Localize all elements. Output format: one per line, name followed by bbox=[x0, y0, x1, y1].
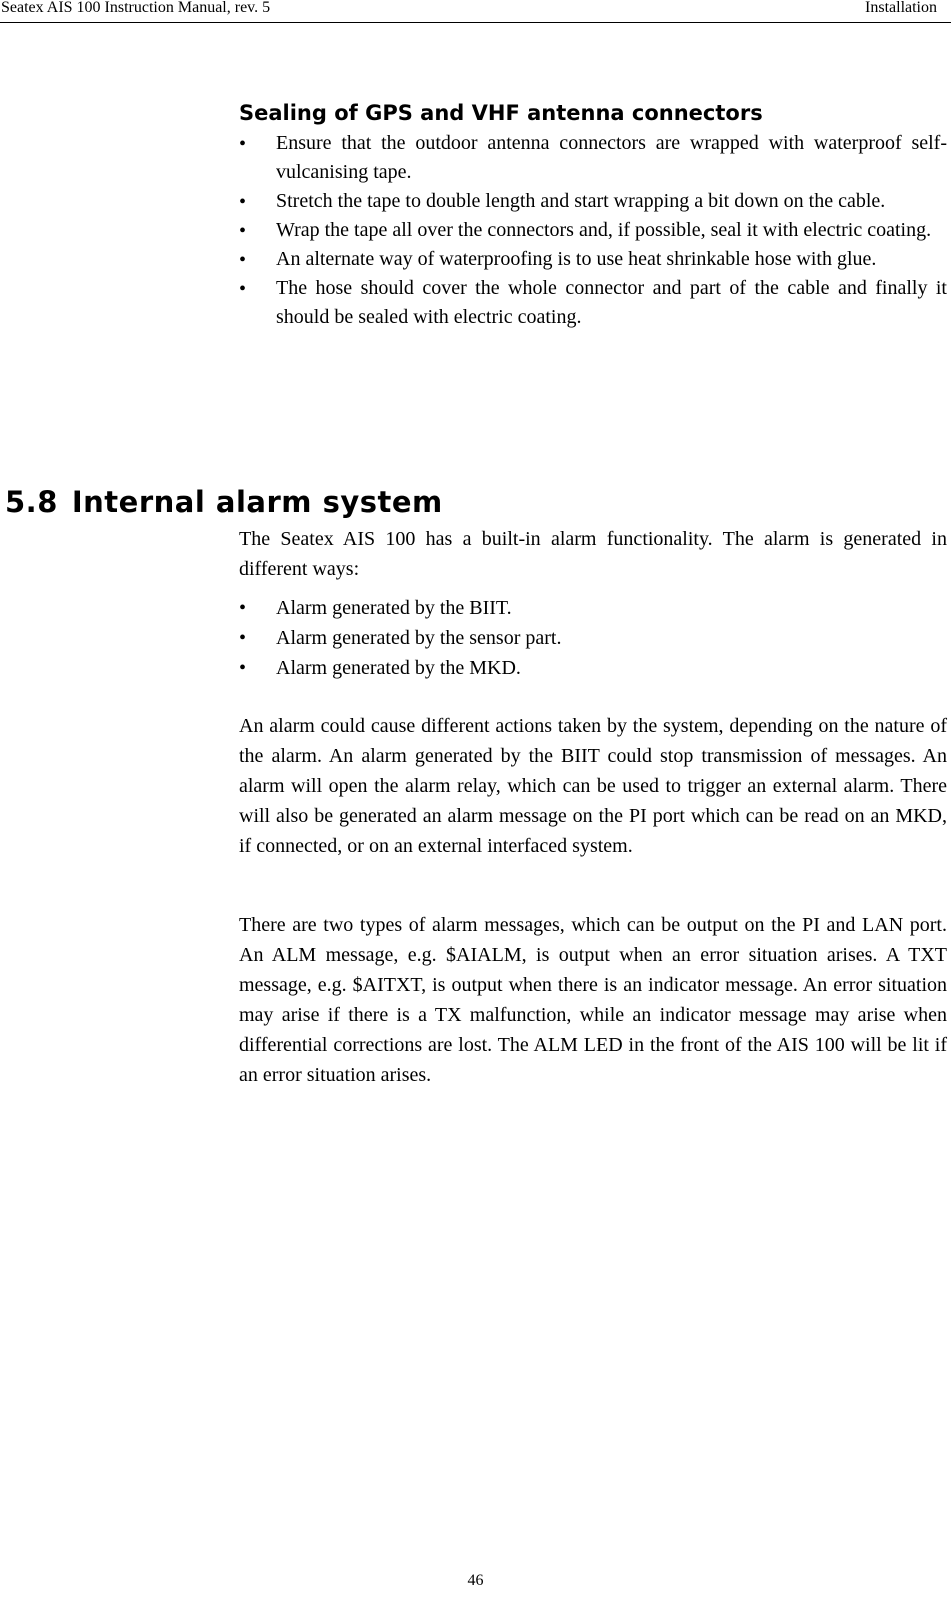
list-item bbox=[239, 653, 947, 683]
list-item-text: Alarm generated by the BIIT. bbox=[276, 597, 512, 619]
header-document-title: Seatex AIS 100 Instruction Manual, rev. 5 bbox=[1, 0, 271, 16]
bullet-icon: • bbox=[239, 249, 247, 271]
list-item bbox=[239, 129, 947, 187]
list-item bbox=[239, 623, 947, 653]
section-intro-paragraph: The Seatex AIS 100 has a built-in alarm functionality. The alarm is generated in different ways: bbox=[239, 528, 947, 580]
sealing-bullet-list bbox=[239, 129, 947, 332]
page-header bbox=[0, 0, 951, 23]
alarm-source-list bbox=[239, 593, 947, 683]
list-item bbox=[239, 187, 947, 216]
bullet-icon: • bbox=[239, 627, 247, 649]
bullet-icon: • bbox=[239, 220, 247, 242]
list-item-text: Stretch the tape to double length and start wrapping a bit down on the cable. bbox=[276, 190, 886, 212]
list-item-text: Alarm generated by the MKD. bbox=[276, 657, 521, 679]
list-item bbox=[239, 245, 947, 274]
list-item-text: Wrap the tape all over the connectors and, if possible, seal it with electric coating. bbox=[276, 219, 932, 241]
section-heading bbox=[5, 484, 443, 520]
list-item-text: Alarm generated by the sensor part. bbox=[276, 627, 562, 649]
bullet-icon: • bbox=[239, 657, 247, 679]
header-chapter-title: Installation bbox=[865, 0, 937, 16]
list-item bbox=[239, 216, 947, 245]
alarm-actions-paragraph: An alarm could cause different actions taken by the system, depending on the nature of the alarm. An alarm generated by the BIIT could stop transmission of messages. An alarm will open the alarm relay, which can be used to trigger an external alarm. There will also be generated an alarm message on the PI port which can be read on an MKD, if connected, or on an external interfaced system. bbox=[239, 715, 947, 857]
list-item bbox=[239, 274, 947, 332]
list-item-text: The hose should cover the whole connector and part of the cable and finally it should be sealed with electric coating. bbox=[276, 277, 947, 328]
list-item-text: An alternate way of waterproofing is to use heat shrinkable hose with glue. bbox=[276, 248, 877, 270]
alarm-messages-paragraph: There are two types of alarm messages, which can be output on the PI and LAN port. An ALM message, e.g. $AIALM, is output when an error situation arises. A TXT message, e.g. $AITXT, is output when there is an indicator message. An error situation may arise if there is a TX malfunction, while an indicator message may arise when differential corrections are lost. The ALM LED in the front of the AIS 100 will be lit if an error situation arises. bbox=[239, 914, 947, 1086]
list-item bbox=[239, 593, 947, 623]
page-number: 46 bbox=[467, 1572, 484, 1589]
bullet-icon: • bbox=[239, 133, 247, 155]
section-title: Internal alarm system bbox=[71, 485, 443, 519]
bullet-icon: • bbox=[239, 191, 247, 213]
bullet-icon: • bbox=[239, 597, 247, 619]
sealing-subheading: Sealing of GPS and VHF antenna connectors bbox=[239, 101, 763, 125]
bullet-icon: • bbox=[239, 278, 247, 300]
list-item-text: Ensure that the outdoor antenna connectors are wrapped with waterproof self-vulcanising tape. bbox=[276, 132, 947, 183]
section-number: 5.8 bbox=[5, 485, 58, 519]
